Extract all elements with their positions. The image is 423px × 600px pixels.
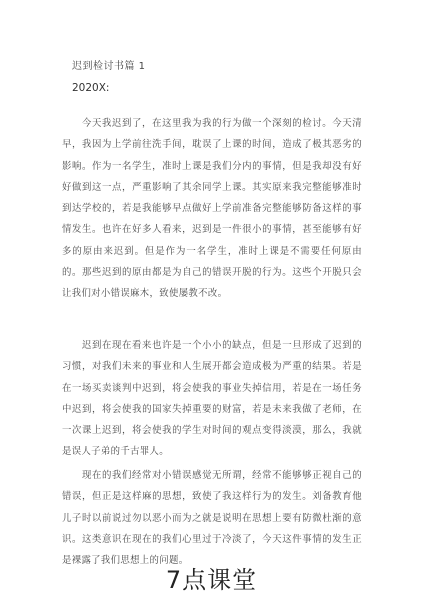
body-paragraph-3: 现在的我们经常对小错误感觉无所谓，经常不能够够正视自己的错误，但正是这样麻的思想，致使了我这样行为的发生。刘备教育他儿子时以前说过勿以恶小而为之就是说明在思想上要有防微杜渐的意识。这类意识在现在的我们心里过于冷淡了，今天这件事情的发生正是裸露了我们思想上的问题。 — [62, 470, 362, 567]
document-title: 迟到检讨书篇 1 — [72, 61, 146, 72]
document-date-line: 2020X: — [72, 82, 110, 94]
watermark-logo-text: 7点课堂 — [165, 566, 258, 594]
body-paragraph-1: 今天我迟到了，在这里我为我的行为做一个深刻的检讨。今天清早，我因为上学前往洗手间，耽误了上课的时间，造成了极其恶劣的影响。作为一名学生，准时上课是我们分内的事情，但是我却没有好好做到这一点，严重影响了其余同学上课。其实原来我完整能够准时到达学校的，若是我能够早点做好上学前准备完整能够防备这样的事情发生。也许在好多人看来，迟到是一件很小的事情，甚至能够有好多的原由来迟到。但是作为一名学生，准时上课是不需要任何原由的。那些迟到的原由都是为自己的错误开脱的行为。这些个开脱只会让我们对小错误麻木，致使屡教不改。 — [62, 118, 362, 300]
body-paragraph-2: 迟到在现在看来也许是一个小小的缺点，但是一旦形成了迟到的习惯，对我们未来的事业和人生展开都会造成极为严重的结果。若是在一场买卖谈判中迟到，将会使我的事业失掉信用，若是在一场任务中迟到，将会使我的国家失掉重要的财富，若是未来我做了老师，在一次课上迟到，将会使我的学生对时间的观点变得淡漠，那么，我就是误人子弟的千古罪人。 — [62, 340, 362, 458]
